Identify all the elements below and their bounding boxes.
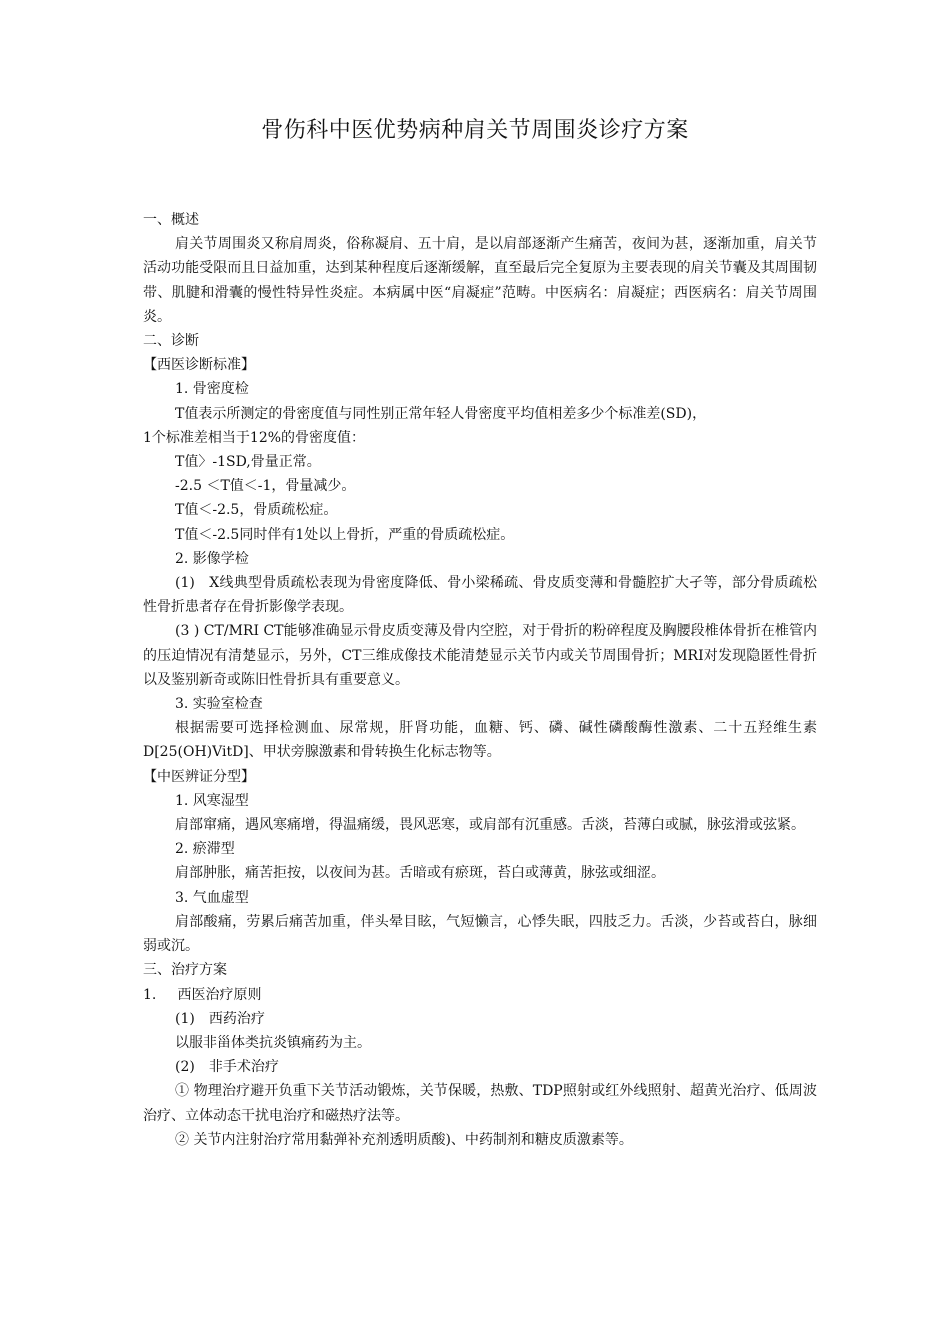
western-treatment-number: 1. <box>143 986 157 1003</box>
drug-therapy-paragraph: 以服非甾体类抗炎镇痛药为主。 <box>175 1034 371 1051</box>
injection-therapy-paragraph: ② 关节内注射治疗常用黏弹补充剂透明质酸)、中药制剂和糖皮质激素等。 <box>175 1131 633 1148</box>
non-surgical-title: (2) 非手术治疗 <box>175 1059 279 1076</box>
bone-density-paragraph: T值表示所测定的骨密度值与同性别正常年轻人骨密度平均值相差多少个标准差(SD)， <box>175 405 707 422</box>
lab-test-title: 3. 实验室检查 <box>175 696 263 713</box>
section-heading-treatment: 三、治疗方案 <box>143 962 227 979</box>
wind-cold-damp-paragraph: 肩部窜痛，遇风寒痛增，得温痛缓，畏风恶寒，或肩部有沉重感。舌淡，苔薄白或腻，脉弦滑或弦紧。 <box>175 817 805 834</box>
section-heading-overview: 一、概述 <box>143 212 199 228</box>
drug-therapy-title: (1) 西药治疗 <box>175 1010 265 1027</box>
t-score-line-1: T值〉-1SD,骨量正常。 <box>175 454 321 471</box>
imaging-xray-paragraph: (1) X线典型骨质疏松表现为骨密度降低、骨小梁稀疏、骨皮质变薄和骨髓腔扩大孑等，部分骨质疏松性骨折患者存在骨折影像学表现。 <box>143 575 817 616</box>
document-body <box>143 208 817 1152</box>
qi-blood-deficiency-title: 3. 气血虚型 <box>175 889 249 906</box>
qi-blood-deficiency-paragraph: 肩部酸痛，劳累后痛苦加重，伴头晕目眩，气短懒言，心悸失眠，四肢乏力。舌淡，少苔或苔白，脉细弱或沉。 <box>143 913 817 955</box>
imaging-ct-mri-paragraph: (3 ) CT/MRI CT能够准确显示骨皮质变薄及骨内空腔，对于骨折的粉碎程度及胸腰段椎体骨折在椎管内的压迫情况有清楚显示，另外，CT三维成像技术能清楚显示关节内或关节周围骨折；MRI对发现隐匿性骨折以及鉴别新奇或陈旧性骨折具有重要意义。 <box>143 623 817 688</box>
physical-therapy-paragraph: ① 物理治疗避开负重下关节活动锻炼，关节保暖，热敷、TDP照射或红外线照射、超黄光治疗、低周波治疗、立体动态干扰电治疗和磁热疗法等。 <box>143 1083 817 1124</box>
overview-paragraph: 肩关节周围炎又称肩周炎，俗称凝肩、五十肩，是以肩部逐渐产生痛苦，夜间为甚，逐渐加重，肩关节活动功能受限而且日益加重，达到某种程度后逐渐缓解，直至最后完全复原为主要表现的肩关节囊及其周围韧带、肌腱和滑囊的慢性特异性炎症。本病属中医“肩凝症”范畴。中医病名：肩凝症；西医病名：肩关节周围炎。 <box>143 236 817 325</box>
stasis-paragraph: 肩部肿胀，痛苦拒按，以夜间为甚。舌暗或有瘀斑，苔白或薄黄，脉弦或细涩。 <box>175 865 665 882</box>
western-criteria-heading: 【西医诊断标准】 <box>143 357 255 374</box>
bone-density-paragraph-cont: 1个标准差相当于12%的骨密度值： <box>143 429 366 446</box>
t-score-line-2: -2.5 ＜T值＜-1，骨量减少。 <box>175 478 356 495</box>
t-score-line-4: T值＜-2.5同时伴有1处以上骨折，严重的骨质疏松症。 <box>175 526 515 543</box>
lab-test-paragraph: 根据需要可选择检测血、尿常规，肝肾功能，血糖、钙、磷、碱性磷酸酶性激素、二十五羟维生素D[25(OH)VitD]、甲状旁腺激素和骨转换生化标志物等。 <box>143 720 817 761</box>
western-treatment-principle <box>143 983 817 1007</box>
imaging-title: 2. 影像学检 <box>175 550 249 567</box>
bone-density-title: 1. 骨密度检 <box>175 381 249 398</box>
section-heading-diagnosis: 二、诊断 <box>143 333 199 350</box>
t-score-line-3: T值＜-2.5，骨质疏松症。 <box>175 502 338 519</box>
document-title: 骨伤科中医优势病种肩关节周围炎诊疗方案 <box>261 118 689 143</box>
stasis-title: 2. 瘀滞型 <box>175 841 235 858</box>
tcm-syndrome-heading: 【中医辨证分型】 <box>143 768 255 785</box>
western-treatment-title: 西医治疗原则 <box>177 986 262 1003</box>
wind-cold-damp-title: 1. 风寒湿型 <box>175 792 249 809</box>
